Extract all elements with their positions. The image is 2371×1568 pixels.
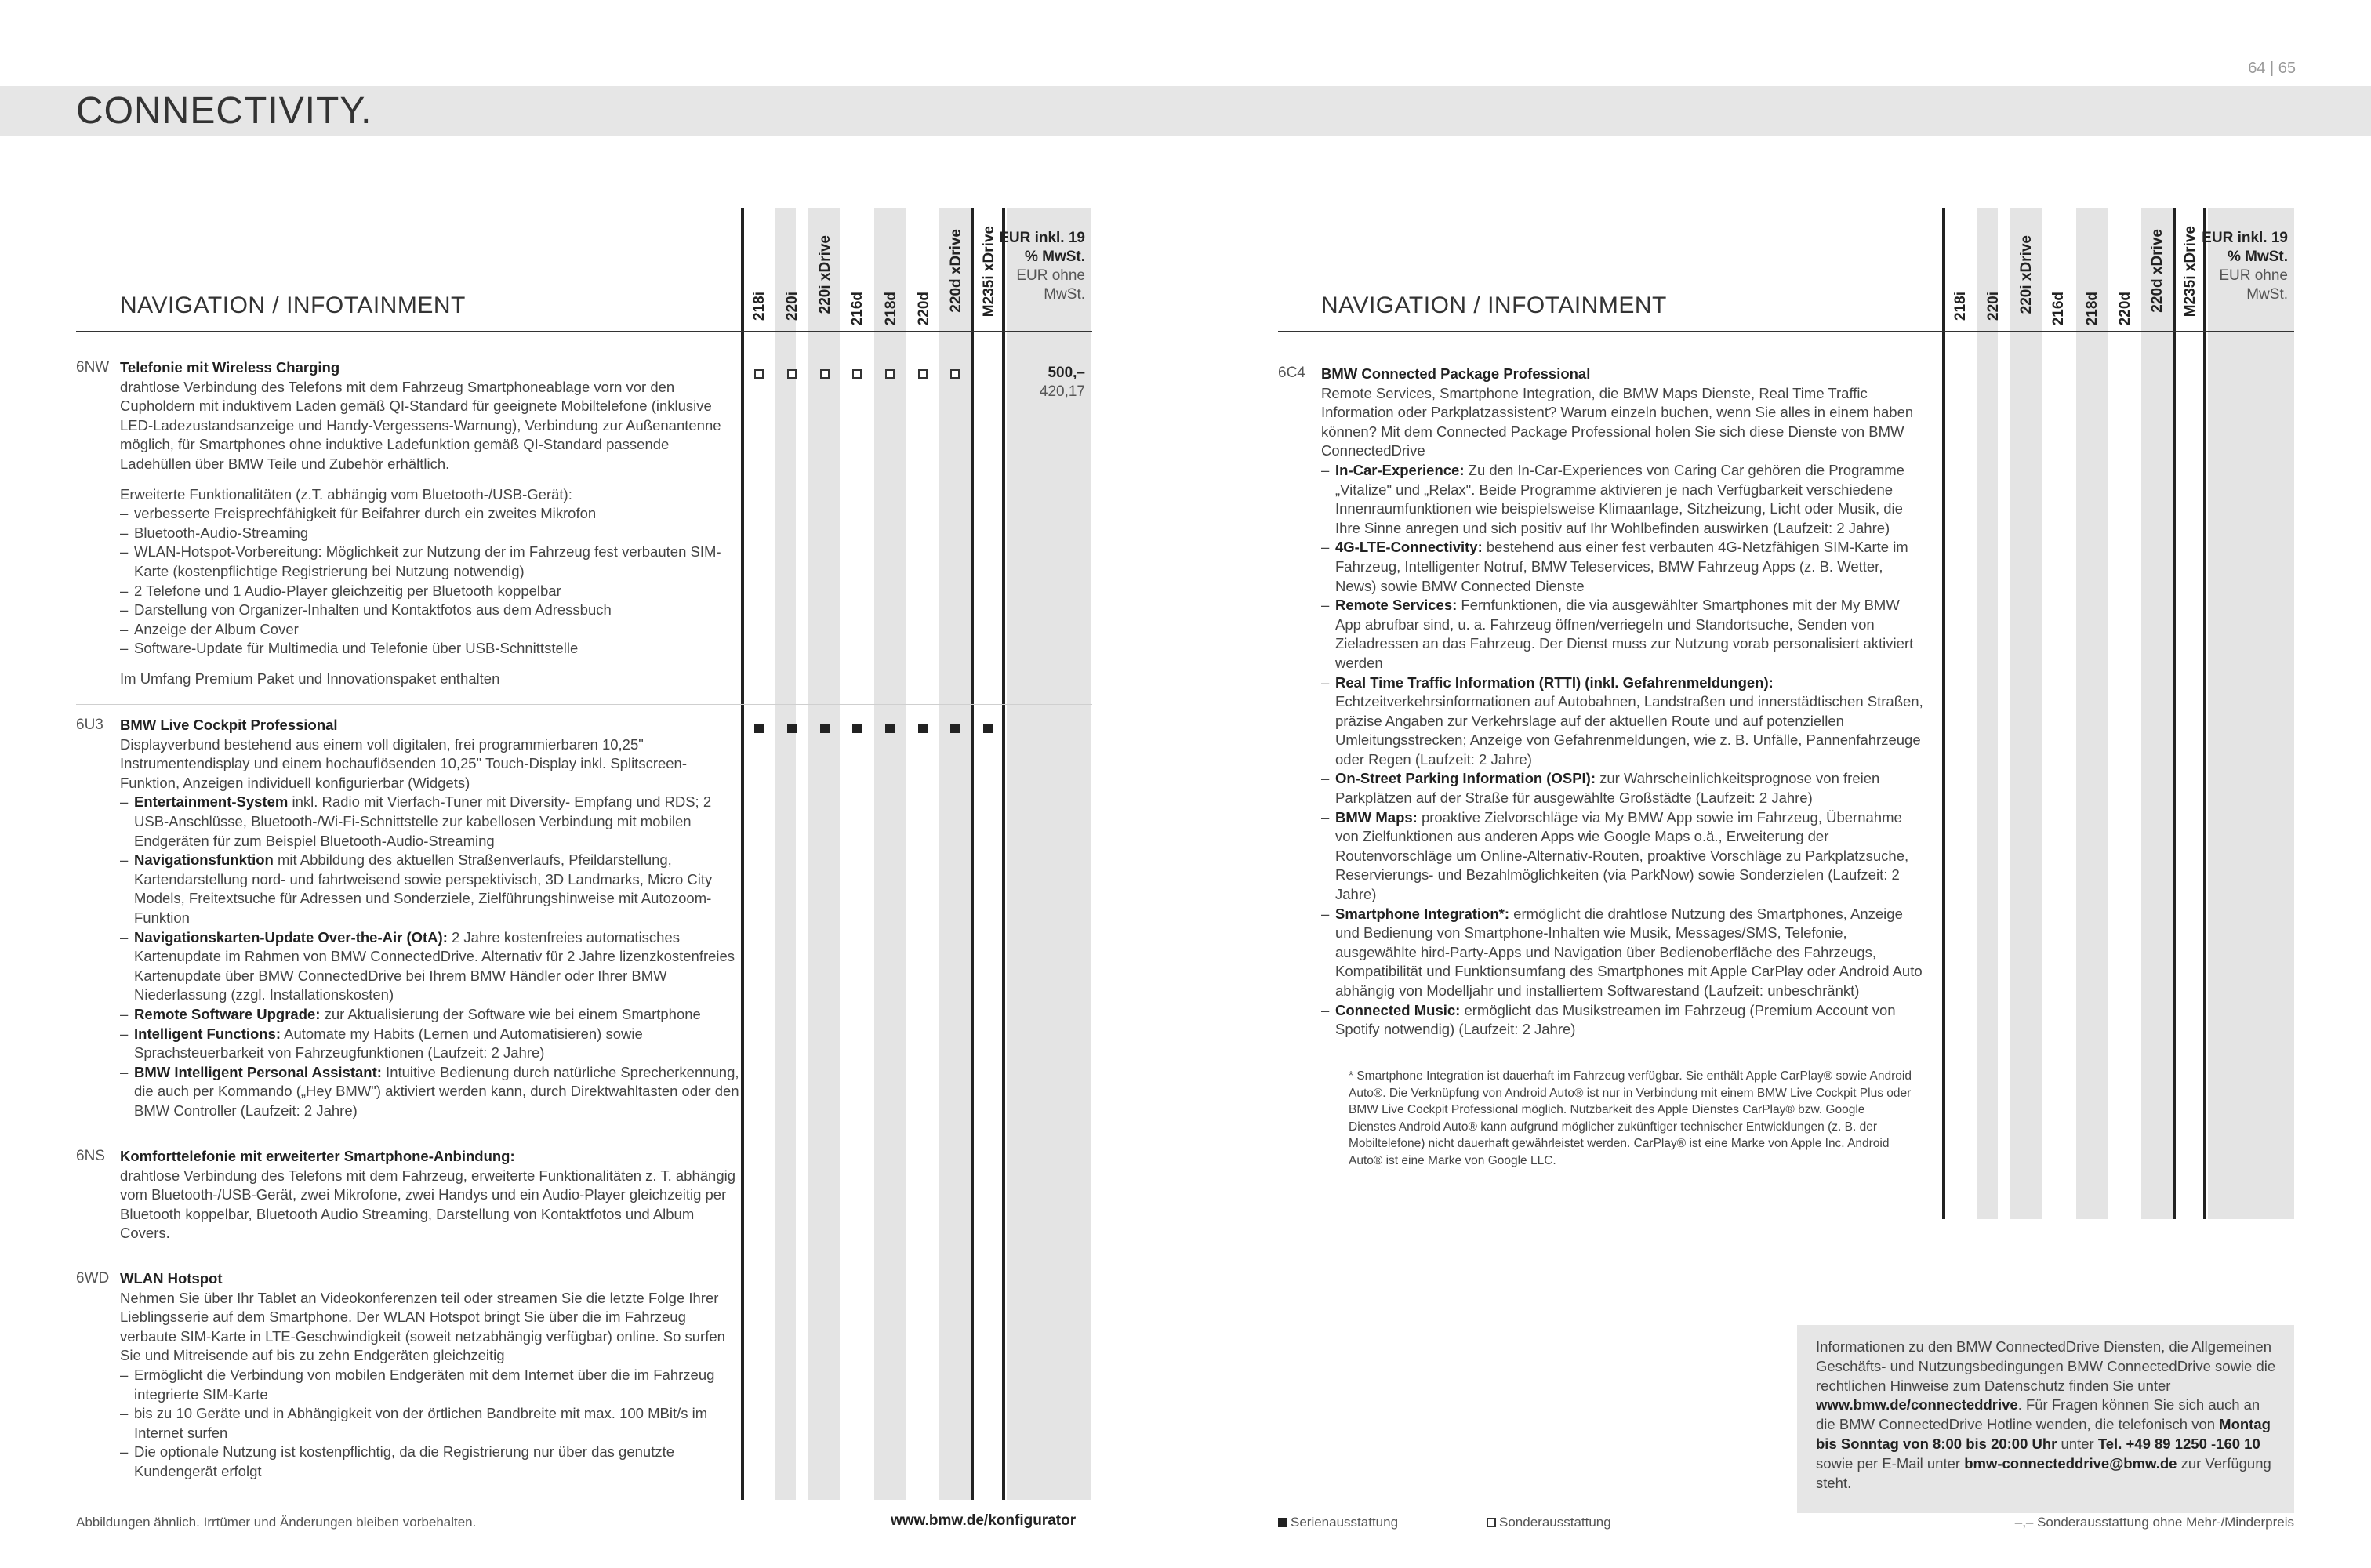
feature-item: – BMW Maps: proaktive Zielvorschläge via My BMW App sowie im Fahrzeug, Übernahme von Zielfunktionen aus anderen Apps wie Google Maps o.ä., Erweiterung der Routenvorschläge um Online-Alternativ-Routen, proaktive Vorschläge zu Parkplatzsuche, Reservierungs- und Bezahlmöglichkeiten (via ParkNow) sowie Sonderzielen (Laufzeit: 2 Jahre) xyxy=(1321,808,1923,905)
option-6wd xyxy=(120,1269,735,1482)
option-code: 6NW xyxy=(76,359,110,376)
column-divider xyxy=(971,208,974,1500)
price-header-gross: EUR inkl. 19 % MwSt. xyxy=(2202,230,2288,265)
col-shade-220d-xdrive xyxy=(2141,208,2173,1219)
price-header xyxy=(2200,229,2288,304)
column-label: 220d xyxy=(916,292,932,326)
col-shade-price xyxy=(1007,208,1091,1500)
feature-item: – Die optionale Nutzung ist kostenpflichtig, da die Registrierung nur über das genutzte Kundengerät erfolgt xyxy=(120,1443,735,1481)
col-shade-220i xyxy=(775,208,796,1500)
feature-item: – Darstellung von Organizer-Inhalten und Kontaktfotos aus dem Adressbuch xyxy=(120,601,735,620)
feature-item: – Intelligent Functions: Automate my Habits (Lernen und Automatisieren) sowie Sprachsteuerbarkeit von Fahrzeugfunktionen (Laufzeit: 2 Jahre) xyxy=(120,1025,739,1063)
feature-list xyxy=(120,504,735,659)
column-label: 220d xDrive xyxy=(948,229,964,313)
standard-marker xyxy=(983,724,993,733)
connecteddrive-info-box xyxy=(1797,1325,2294,1513)
option-description: Displayverbund bestehend aus einem voll digitalen, frei programmierbaren 10,25" Instrumentendisplay und einem hochauflösenden 10,25" Touch-Display inkl. Splitscreen-Funktion, Anzeigen individuell konfigurierbar (Widgets) xyxy=(120,735,688,791)
col-shade-218d xyxy=(2076,208,2108,1219)
feature-item: – Bluetooth-Audio-Streaming xyxy=(120,524,735,543)
feature-item: – 2 Telefone und 1 Audio-Player gleichzeitig per Bluetooth koppelbar xyxy=(120,582,735,601)
col-shade-218d xyxy=(874,208,906,1500)
legend-no-surcharge: –,– Sonderausstattung ohne Mehr-/Minderpreis xyxy=(2014,1515,2294,1530)
option-code: 6NS xyxy=(76,1148,105,1164)
feature-item: – Entertainment-System inkl. Radio mit Vierfach-Tuner mit Diversity- Empfang und RDS; 2 USB-Anschlüsse, Bluetooth-/Wi-Fi-Schnittstelle zur kabellosen Verbindung mit mobilen Endgeräten für zum Beispiel Bluetooth-Audio-Streaming xyxy=(120,793,739,851)
column-label: 220d xyxy=(2117,292,2133,326)
standard-marker xyxy=(885,724,895,733)
disclaimer: Abbildungen ähnlich. Irrtümer und Änderungen bleiben vorbehalten. xyxy=(76,1515,477,1530)
column-label: 218i xyxy=(1952,292,1969,321)
optional-marker xyxy=(787,369,797,379)
feature-item: – Software-Update für Multimedia und Telefonie über USB-Schnittstelle xyxy=(120,639,735,659)
col-shade-price xyxy=(2208,208,2294,1219)
standard-marker xyxy=(820,724,830,733)
footnote: * Smartphone Integration ist dauerhaft im Fahrzeug verfügbar. Sie enthält Apple CarPlay® sowie Android Auto®. Die Verknüpfung von Android Auto® ist nur in Verbindung mit einem BMW Live Cockpit Plus oder BMW Live Cockpit Professional möglich. Nutzbarkeit des Apple Dienstes CarPlay® bzw. Google Dienstes Android Auto® kann aufgrund möglicher zukünftiger technischer Entwicklungen (z. B. der Mobiltelefone) nicht dauerhaft gewährleistet werden. CarPlay® ist eine Marke von Apple Inc. Android Auto® ist eine Marke von Google LLC. xyxy=(1349,1069,1912,1167)
configurator-link[interactable]: www.bmw.de/konfigurator xyxy=(891,1512,1077,1529)
option-6u3 xyxy=(120,716,739,1120)
header-rule xyxy=(1278,331,2294,332)
option-description: Remote Services, Smartphone Integration, die BMW Maps Dienste, Real Time Traffic Information oder Parkplatzassistent? Warum einzeln buchen, wenn Sie alles in einem haben können? Mit dem Connected Package Professional holen Sie sich diese Dienste von BMW ConnectedDrive xyxy=(1321,384,1914,459)
column-label: 220i xDrive xyxy=(2018,235,2035,314)
col-shade-220d-xdrive xyxy=(939,208,971,1500)
standard-marker xyxy=(950,724,960,733)
row-divider xyxy=(76,704,1092,705)
optional-square-icon xyxy=(1487,1518,1496,1527)
column-label: M235i xDrive xyxy=(2182,226,2199,318)
column-label: 220d xDrive xyxy=(2149,229,2166,313)
standard-marker xyxy=(787,724,797,733)
option-title: BMW Live Cockpit Professional xyxy=(120,717,338,733)
standard-marker xyxy=(918,724,928,733)
optional-marker xyxy=(820,369,830,379)
option-6c4 xyxy=(1321,365,1923,1040)
feature-item: – Navigationskarten-Update Over-the-Air (OtA): 2 Jahre kostenfreies automatisches Kartenupdate im Rahmen von BMW ConnectedDrive. Alternativ für 2 Jahre lizenzkostenfreies Kartenupdate über BMW ConnectedDrive bei Ihrem BMW Händler oder Ihrer BMW Niederlassung (zzgl. Installationskosten) xyxy=(120,928,739,1005)
option-code: 6C4 xyxy=(1278,365,1305,381)
standard-marker xyxy=(852,724,862,733)
feature-item: – Smartphone Integration*: ermöglicht die drahtlose Nutzung des Smartphones, Anzeige und Bedienung von Smartphone-Inhalten wie Musik, Messages/SMS, Telefonie, ausgewählte hird-Party-Apps und Navigation über Bedienoberfläche des Fahrzeugs, Kompatibilität und Funktionsumfang des Smartphones mit Apple CarPlay oder Android Auto abhängig von Modelljahr und installiertem Softwarestand (Laufzeit: unbeschränkt) xyxy=(1321,905,1923,1001)
feature-item: – bis zu 10 Geräte und in Abhängigkeit von der örtlichen Bandbreite mit max. 100 MBit/s im Internet surfen xyxy=(120,1404,735,1443)
feature-list xyxy=(1321,461,1923,1040)
option-6nw xyxy=(120,358,735,689)
col-shade-220i-xdrive xyxy=(2010,208,2042,1219)
legend-standard: Serienausstattung xyxy=(1278,1515,1398,1530)
optional-marker xyxy=(918,369,928,379)
feature-list xyxy=(120,793,739,1120)
page-title: CONNECTIVITY. xyxy=(76,90,372,132)
standard-marker xyxy=(754,724,764,733)
feature-item: – Anzeige der Album Cover xyxy=(120,620,735,640)
price-header xyxy=(997,229,1085,304)
column-label: 220i xyxy=(1985,292,2002,321)
option-code: 6WD xyxy=(76,1270,110,1287)
header-rule xyxy=(76,331,1092,332)
option-description: Nehmen Sie über Ihr Tablet an Videokonferenzen teil oder streamen Sie die letzte Folge Ihrer Lieblingsserie auf dem Smartphone. Der WLAN Hotspot bringt Sie über die im Fahrzeug verbaute SIM-Karte in LTE-Geschwindigkeit (soweit netzabhängig verfügbar) online. So surfen Sie und Mitreisende auf bis zu zehn Endgeräten gleichzeitig xyxy=(120,1289,725,1364)
feature-item: – In-Car-Experience: Zu den In-Car-Experiences von Caring Car gehören die Programme „Vitalize" und „Relax". Beide Programme aktivieren je nach Verfügbarkeit verschiedene Innenraumfunktionen wie beispielsweise Klimaanlage, Sitzheizung, Licht oder Musik, die Ihre Sinne anregen und sich positiv auf Ihr Wohlbefinden auswirken (Laufzeit: 2 Jahre) xyxy=(1321,461,1923,538)
feature-item: – verbesserte Freisprechfähigkeit für Beifahrer durch ein zweites Mikrofon xyxy=(120,504,735,524)
column-label: 216d xyxy=(849,292,866,326)
optional-marker xyxy=(852,369,862,379)
info-text: Informationen zu den BMW ConnectedDrive Diensten, die Allgemeinen Geschäfts- und Nutzungsbedingungen BMW ConnectedDrive sowie die rechtlichen Hinweise zum Datenschutz finden Sie unter www.bmw.de/connecteddrive. Für Fragen können Sie sich auch an die BMW ConnectedDrive Hotline wenden, die telefonisch von Montag bis Sonntag von 8:00 bis 20:00 Uhr unter Tel. +49 89 1250 -160 10 sowie per E-Mail unter bmw-connecteddrive@bmw.de zur Verfügung steht. xyxy=(1816,1338,2276,1491)
feature-item: – Connected Music: ermöglicht das Musikstreamen im Fahrzeug (Premium Account von Spotify notwendig) (Laufzeit: 2 Jahre) xyxy=(1321,1001,1923,1040)
standard-square-icon xyxy=(1278,1518,1287,1527)
feature-list xyxy=(120,1366,735,1482)
column-divider xyxy=(1942,208,1945,1219)
option-title: WLAN Hotspot xyxy=(120,1270,223,1287)
option-description: drahtlose Verbindung des Telefons mit dem Fahrzeug, erweiterte Funktionalitäten z. T. abhängig vom Bluetooth-/USB-Gerät, zwei Mikrofone, zwei Handys und ein Audio-Player gleichzeitig per Bluetooth koppelbar, Bluetooth Audio Streaming, Darstellung von Kontaktfotos und Album Covers. xyxy=(120,1167,736,1242)
feature-item: – On-Street Parking Information (OSPI): zur Wahrscheinlichkeitsprognose von freien Parkplätzen auf der Straße für ausgewählte Großstädte (Laufzeit: 2 Jahre) xyxy=(1321,769,1923,808)
option-code: 6U3 xyxy=(76,717,103,733)
feature-item: – Remote Software Upgrade: zur Aktualisierung der Software wie bei einem Smartphone xyxy=(120,1005,739,1025)
price-header-net: EUR ohne MwSt. xyxy=(2219,267,2288,303)
column-label: M235i xDrive xyxy=(981,226,997,318)
option-title: BMW Connected Package Professional xyxy=(1321,365,1591,382)
column-label: 218d xyxy=(2084,292,2100,326)
column-divider xyxy=(2173,208,2176,1219)
option-title: Telefonie mit Wireless Charging xyxy=(120,359,340,376)
column-label: 218d xyxy=(883,292,899,326)
col-shade-220i-xdrive xyxy=(808,208,840,1500)
feature-item: – 4G-LTE-Connectivity: bestehend aus einer fest verbauten 4G-Netzfähigen SIM-Karte im Fahrzeug, Intelligenter Notruf, BMW Teleservices, BMW Fahrzeug Apps (z. B. Wetter, News) sowie BMW Connected Dienste xyxy=(1321,538,1923,596)
column-label: 220i xDrive xyxy=(817,235,833,314)
column-label: 220i xyxy=(784,292,801,321)
option-note: Im Umfang Premium Paket und Innovationspaket enthalten xyxy=(120,670,500,687)
feature-item: – Navigationsfunktion mit Abbildung des aktuellen Straßenverlaufs, Pfeildarstellung, Kartendarstellung nord- und fahrtweisend sowie perspektivisch, 3D Landmarks, Micro City Models, Freitextsuche für Adressen und Sonderziele, Zielführungshinweise mit Autozoom-Funktion xyxy=(120,851,739,927)
column-label: 218i xyxy=(751,292,768,321)
email-link[interactable]: bmw-connecteddrive@bmw.de xyxy=(1964,1454,2177,1472)
connecteddrive-link[interactable]: www.bmw.de/connecteddrive xyxy=(1816,1396,2018,1414)
option-description: drahtlose Verbindung des Telefons mit dem Fahrzeug Smartphoneablage vorn vor den Cupholdern mit induktivem Laden gemäß QI-Standard für geeignete Mobiltelefone (inklusive LED-Ladezustandsanzeige und Handy-Vergessens-Warnung), Verbindung zur Außenantenne möglich, für Smartphones ohne induktive Ladefunktion gemäß QI-Standard passende Ladehüllen über BMW Teile und Zubehör erhältlich. xyxy=(120,378,721,472)
hotline-phone[interactable]: Tel. +49 89 1250 -160 10 xyxy=(2097,1435,2260,1452)
price-gross: 500,– xyxy=(1048,365,1085,381)
optional-marker xyxy=(754,369,764,379)
optional-marker xyxy=(950,369,960,379)
section-heading: NAVIGATION / INFOTAINMENT xyxy=(1321,292,1667,318)
option-title: Komforttelefonie mit erweiterter Smartphone-Anbindung: xyxy=(120,1148,515,1164)
column-divider xyxy=(2203,208,2206,1219)
feature-item: – WLAN-Hotspot-Vorbereitung: Möglichkeit zur Nutzung der im Fahrzeug fest verbauten SIM-Karte (kostenpflichtige Registrierung bei Nutzung notwendig) xyxy=(120,543,735,581)
legend-optional: Sonderausstattung xyxy=(1487,1515,1611,1530)
price-net: 420,17 xyxy=(1039,383,1085,400)
column-divider xyxy=(1002,208,1005,1500)
feature-item: – Remote Services: Fernfunktionen, die via ausgewählter Smartphones mit der My BMW App abrufbar sind, u. a. Fahrzeug öffnen/verriegeln und Standortsuche, Senden von Zieladressen an das Fahrzeug. Der Dienst muss zur Nutzung vorab personalisiert aktiviert werden xyxy=(1321,596,1923,673)
section-heading: NAVIGATION / INFOTAINMENT xyxy=(120,292,466,318)
feature-item: – Ermöglicht die Verbindung von mobilen Endgeräten mit dem Internet über die im Fahrzeug integrierte SIM-Karte xyxy=(120,1366,735,1404)
optional-marker xyxy=(885,369,895,379)
option-intro: Erweiterte Funktionalitäten (z.T. abhängig vom Bluetooth-/USB-Gerät): xyxy=(120,485,572,503)
price-6nw xyxy=(997,364,1085,401)
price-header-gross: EUR inkl. 19 % MwSt. xyxy=(999,230,1085,265)
feature-item: – Real Time Traffic Information (RTTI) (inkl. Gefahrenmeldungen): Echtzeitverkehrsinformationen auf Autobahnen, Landstraßen und innerstädtischen Straßen, präzise Angaben zur Verkehrslage auf der aktuellen Route und auf potenziellen Umleitungsstrecken; Anzeige von Gefahrenmeldungen, wie z. B. Unfälle, Pannenfahrzeuge oder Regen (Laufzeit: 2 Jahre) xyxy=(1321,673,1923,770)
price-header-net: EUR ohne MwSt. xyxy=(1016,267,1085,303)
col-shade-220i xyxy=(1977,208,1998,1219)
column-divider xyxy=(741,208,744,1500)
feature-item: – BMW Intelligent Personal Assistant: Intuitive Bedienung durch natürliche Sprecherkennung, die auch per Kommando („Hey BMW") aktiviert werden kann, durch Direktwahltasten oder den BMW Controller (Laufzeit: 2 Jahre) xyxy=(120,1063,739,1121)
page-number: 64 | 65 xyxy=(2248,60,2296,77)
column-label: 216d xyxy=(2050,292,2067,326)
option-6ns xyxy=(120,1147,735,1243)
